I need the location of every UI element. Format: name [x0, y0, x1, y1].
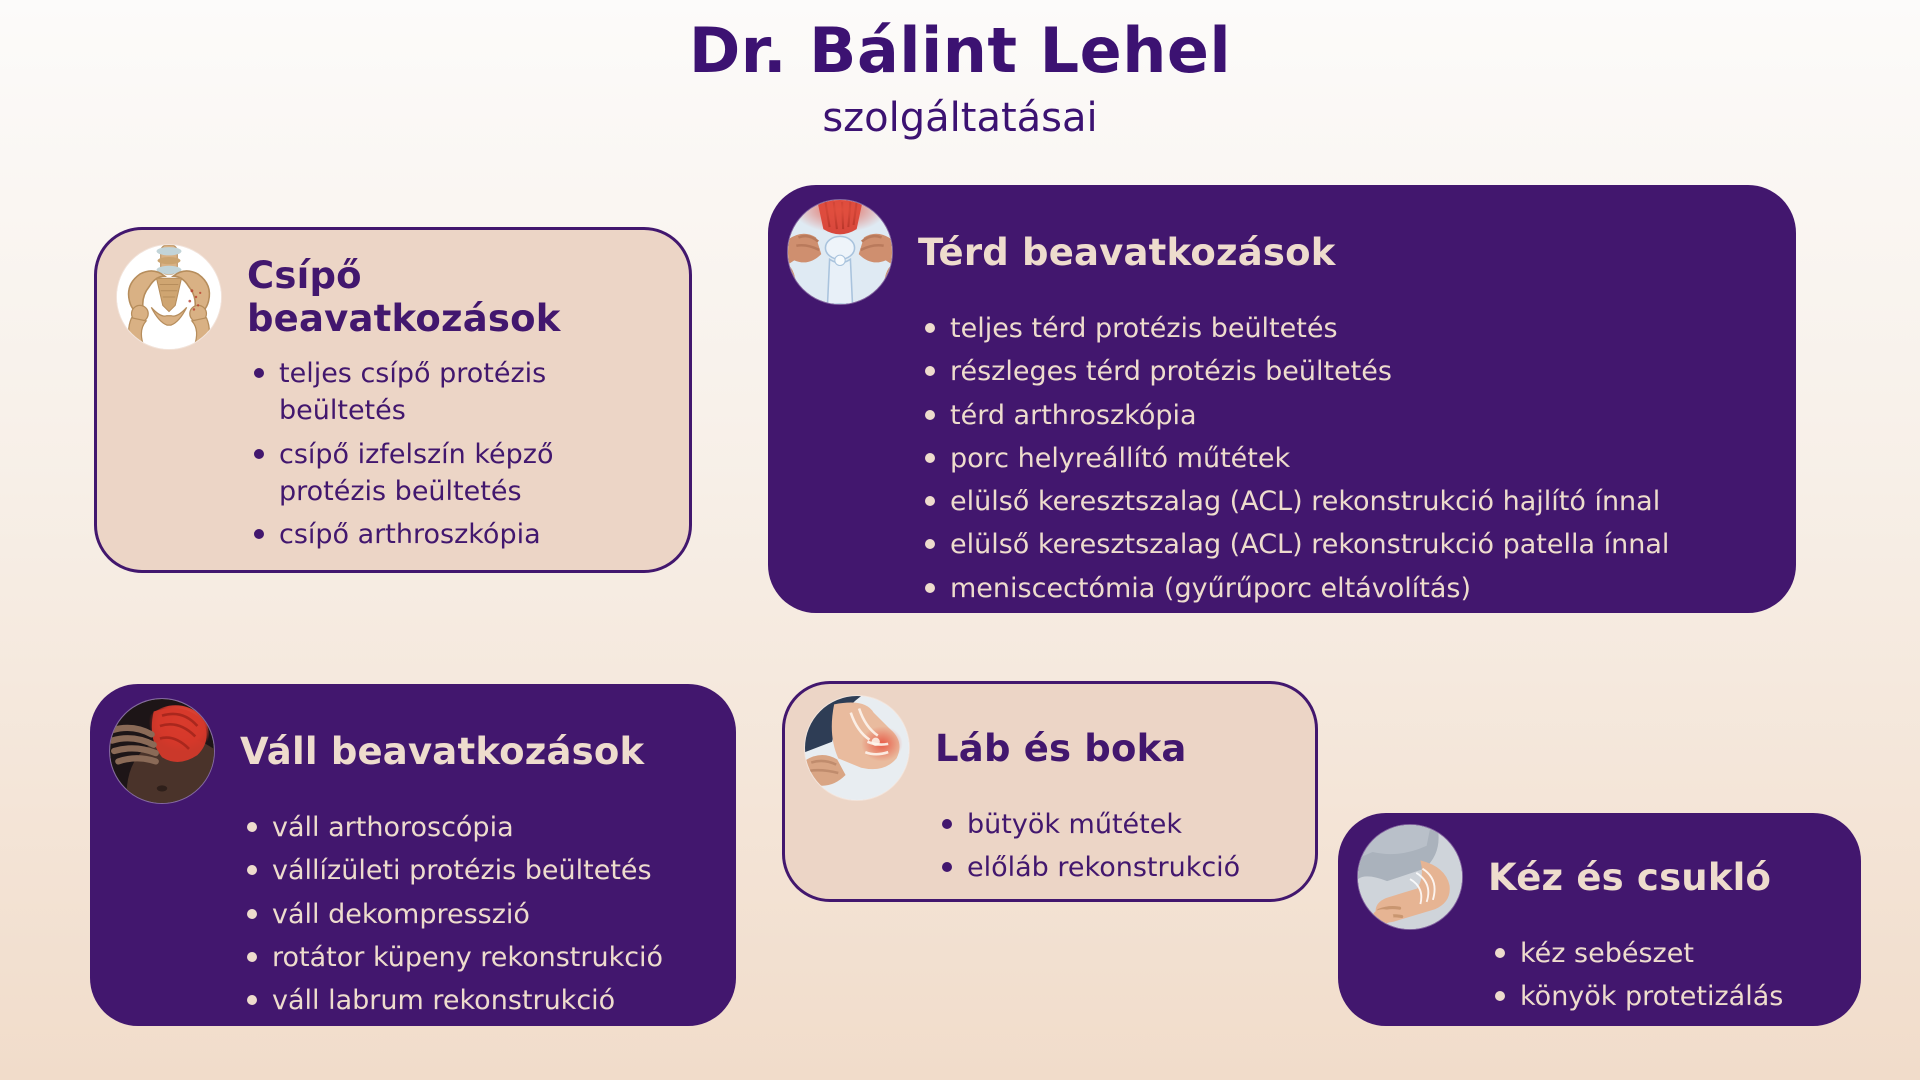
procedure-item: elülső keresztszalag (ACL) rekonstrukció hajlító ínnal: [918, 483, 1778, 520]
procedure-item: kéz sebészet: [1488, 935, 1843, 972]
page-subtitle: szolgáltatásai: [822, 95, 1098, 141]
knee-image: [788, 200, 892, 304]
card-foot-ankle: [782, 681, 1318, 902]
procedure-item: részleges térd protézis beültetés: [918, 353, 1778, 390]
card-title: Láb és boka: [935, 726, 1187, 770]
card-hand-wrist: [1338, 813, 1861, 1026]
procedure-item: könyök protetizálás: [1488, 978, 1843, 1015]
procedure-item: teljes csípő protézis beültetés: [247, 355, 619, 430]
hand-wrist-image: [1358, 825, 1462, 929]
procedure-item: váll dekompresszió: [240, 896, 718, 933]
procedure-item: csípő izfelszín képző protézis beültetés: [247, 436, 619, 511]
procedure-item: térd arthroszkópia: [918, 397, 1778, 434]
procedure-item: rotátor küpeny rekonstrukció: [240, 939, 718, 976]
procedure-item: váll arthoroscópia: [240, 809, 718, 846]
card-header: [97, 230, 689, 349]
procedure-list: [97, 355, 689, 553]
procedure-item: váll labrum rekonstrukció: [240, 982, 718, 1019]
card-title: Csípő beavatkozások: [247, 254, 561, 340]
card-shoulder-procedures: [90, 684, 736, 1026]
procedure-list: [90, 809, 736, 1019]
card-header: [785, 684, 1315, 800]
card-header: [1338, 813, 1861, 929]
card-hip-procedures: [94, 227, 692, 573]
card-title: Váll beavatkozások: [240, 729, 645, 773]
procedure-item: előláb rekonstrukció: [935, 849, 1297, 886]
card-header: [768, 185, 1796, 304]
card-title: Kéz és csukló: [1488, 855, 1772, 899]
shoulder-image: [110, 699, 214, 803]
page-title: Dr. Bálint Lehel: [688, 14, 1232, 87]
foot-ankle-image: [805, 696, 909, 800]
hip-bones-image: [117, 245, 221, 349]
procedure-item: elülső keresztszalag (ACL) rekonstrukció patella ínnal: [918, 526, 1778, 563]
procedure-item: porc helyreállító műtétek: [918, 440, 1778, 477]
card-header: [90, 684, 736, 803]
procedure-item: teljes térd protézis beültetés: [918, 310, 1778, 347]
page-header: [0, 14, 1920, 141]
procedure-list: [1338, 935, 1861, 1016]
card-knee-procedures: [768, 185, 1796, 613]
procedure-item: csípő arthroszkópia: [247, 516, 619, 553]
card-title: Térd beavatkozások: [918, 230, 1336, 274]
procedure-list: [768, 310, 1796, 607]
procedure-list: [785, 806, 1315, 887]
procedure-item: meniscectómia (gyűrűporc eltávolítás): [918, 570, 1778, 607]
procedure-item: vállízületi protézis beültetés: [240, 852, 718, 889]
procedure-item: bütyök műtétek: [935, 806, 1297, 843]
